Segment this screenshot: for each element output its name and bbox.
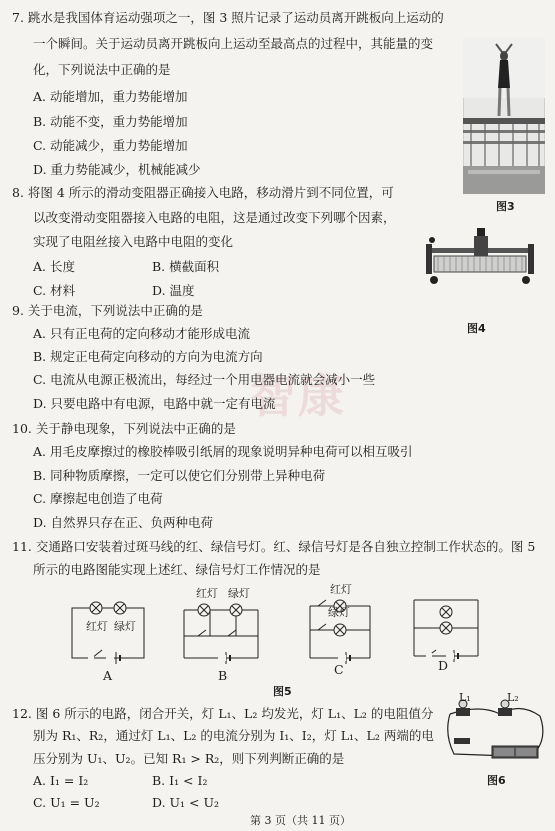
circuit-c-red-label: 红灯 [330, 583, 352, 596]
fig5-caption: 图5 [273, 685, 292, 698]
q11-line-1: 11. 交通路口安装着过斑马线的红、绿信号灯。红、绿信号灯是各自独立控制工作状态的。图 5 [12, 539, 536, 554]
diver-photo [463, 38, 545, 194]
q12-option-d: D. U₁ < U₂ [152, 795, 220, 810]
q9-line: 9. 关于电流，下列说法中正确的是 [12, 303, 203, 318]
q9-option-d: D. 只要电路中有电源，电路中就一定有电流 [33, 396, 276, 411]
q10-option-a: A. 用毛皮摩擦过的橡胶棒吸引纸屑的现象说明异种电荷可以相互吸引 [33, 444, 413, 459]
circuit-d-letter: D [438, 658, 449, 673]
q7-line-1: 7. 跳水是我国体育运动强项之一，图 3 照片记录了运动员离开跳板向上运动的 [12, 10, 444, 25]
q9-option-b: B. 规定正电荷定向移动的方向为电流方向 [33, 349, 263, 364]
q11-line-2: 所示的电路图能实现上述红、绿信号灯工作情况的是 [33, 562, 321, 577]
q8-line-1: 8. 将图 4 所示的滑动变阻器正确接入电路，移动滑片到不同位置，可 [12, 185, 394, 200]
circuit-a-letter: A [103, 668, 113, 683]
q7-option-c: C. 动能减少，重力势能增加 [33, 138, 188, 153]
circuit-a-green-label: 绿灯 [114, 620, 136, 633]
fig4-caption: 图4 [467, 322, 486, 335]
q7-line-3: 化，下列说法中正确的是 [33, 62, 171, 77]
lamp-l1-label: L₁ [459, 691, 471, 704]
q7-option-a: A. 动能增加，重力势能增加 [33, 89, 188, 104]
q9-option-c: C. 电流从电源正极流出，每经过一个用电器电流就会减小一些 [33, 372, 376, 387]
fig3-caption: 图3 [496, 200, 515, 213]
lamp-l2-label: L₂ [507, 691, 519, 704]
circuit-d [408, 594, 484, 664]
circuit-b-green-label: 绿灯 [228, 587, 250, 600]
circuit-c [300, 592, 380, 668]
rheostat-figure [424, 222, 536, 290]
q12-line-1: 12. 图 6 所示的电路，闭合开关，灯 L₁、L₂ 均发光，灯 L₁、L₂ 的电阻值分 [12, 706, 434, 721]
q10-option-b: B. 同种物质摩擦，一定可以使它们分别带上异种电荷 [33, 468, 326, 483]
q8-option-a: A. 长度 [33, 259, 75, 274]
q12-line-3: 压分别为 U₁、U₂。已知 R₁ > R₂，则下列判断正确的是 [33, 751, 345, 766]
circuit-a-red-label: 红灯 [86, 620, 108, 633]
q9-option-a: A. 只有正电荷的定向移动才能形成电流 [33, 326, 250, 341]
watermark: 智康 [250, 369, 346, 423]
q7-option-d: D. 重力势能减少，机械能减少 [33, 162, 201, 177]
q12-option-b: B. I₁ < I₂ [152, 773, 208, 788]
q8-line-3: 实现了电阻丝接入电路中电阻的变化 [33, 234, 234, 249]
q12-line-2: 别为 R₁、R₂，通过灯 L₁、L₂ 的电流分别为 I₁、I₂，灯 L₁、L₂ 两端的电 [33, 728, 434, 743]
q10-line: 10. 关于静电现象，下列说法中正确的是 [12, 421, 236, 436]
fig6-caption: 图6 [487, 774, 506, 787]
q8-option-c: C. 材料 [33, 283, 76, 298]
circuit-b-letter: B [218, 668, 228, 683]
q8-option-d: D. 温度 [152, 283, 195, 298]
q8-line-2: 以改变滑动变阻器接入电路的电阻，这是通过改变下列哪个因素， [33, 210, 396, 225]
circuit-a [68, 590, 148, 668]
q8-option-b: B. 横截面积 [152, 259, 220, 274]
circuit-figure-6 [440, 694, 550, 766]
page-footer: 第 3 页（共 11 页） [250, 814, 351, 827]
q12-option-c: C. U₁ = U₂ [33, 795, 100, 810]
q7-option-b: B. 动能不变，重力势能增加 [33, 114, 188, 129]
circuit-c-green-label: 绿灯 [328, 606, 350, 619]
q10-option-d: D. 自然界只存在正、负两种电荷 [33, 515, 214, 530]
q12-option-a: A. I₁ = I₂ [33, 773, 89, 788]
circuit-c-letter: C [334, 662, 344, 677]
q7-line-2: 一个瞬间。关于运动员离开跳板向上运动至最高点的过程中，其能量的变 [33, 36, 434, 51]
q10-option-c: C. 摩擦起电创造了电荷 [33, 491, 163, 506]
circuit-b-red-label: 红灯 [196, 587, 218, 600]
